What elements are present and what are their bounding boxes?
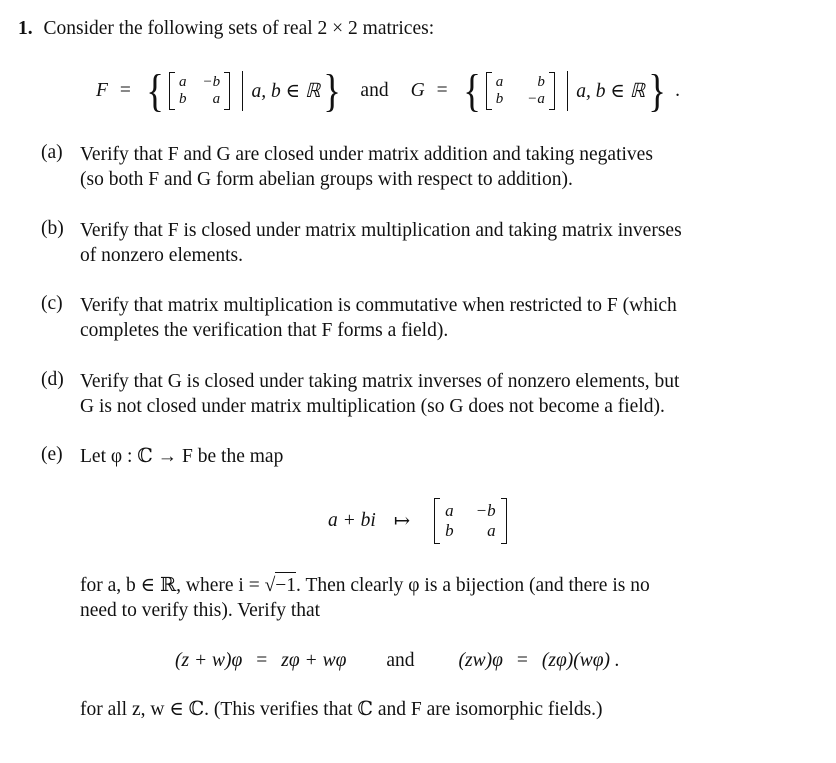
left-brace-g: { <box>462 65 481 116</box>
set-g-equals: = <box>436 80 448 101</box>
such-that-bar-g <box>567 71 568 111</box>
map-matrix <box>434 498 506 544</box>
matrix-f-grid <box>175 72 224 110</box>
map-arrow: ↦ <box>393 511 411 532</box>
matrix-f-entry: b <box>179 91 187 107</box>
part-c-text <box>80 293 677 343</box>
map-matrix-entry: −b <box>475 501 496 520</box>
matrix-f <box>169 72 230 110</box>
eq2-rhs: (zφ)(wφ) . <box>541 650 620 671</box>
set-f-name: F <box>96 80 108 101</box>
part-e-cont-post: . Then clearly φ is a bijection (and there is no <box>296 575 650 596</box>
part-b-line: of nonzero elements. <box>80 245 243 266</box>
such-that-bar-f <box>242 71 243 111</box>
part-a-text <box>80 142 653 192</box>
part-b-text <box>80 218 682 268</box>
matrix-f-entry: −b <box>202 74 221 90</box>
part-e-text <box>80 444 283 469</box>
part-c-line: Verify that matrix multiplication is commutative when restricted to F (which <box>80 295 677 316</box>
part-b-label: (b) <box>41 218 64 239</box>
problem-intro: Consider the following sets of real 2 × 2 matrices: <box>43 18 435 39</box>
matrix-g-entry: b <box>495 91 504 107</box>
map-lhs: a + bi <box>328 510 376 531</box>
left-brace-f: { <box>146 65 164 116</box>
right-brace-g: } <box>648 65 666 116</box>
map-matrix-entry: a <box>445 501 454 520</box>
closing-text: for all z, w ∈ ℂ. (This verifies that ℂ and F are isomorphic fields.) <box>80 699 603 720</box>
part-a-label: (a) <box>41 142 63 163</box>
eq2-equals: = <box>516 650 528 671</box>
matrix-g-entry: a <box>495 74 504 90</box>
part-b-line: Verify that F is closed under matrix multiplication and taking matrix inverses <box>80 220 682 241</box>
sqrt-sign: √ <box>264 575 276 596</box>
set-end-punct: . <box>675 80 681 101</box>
part-d-line: Verify that G is closed under taking matrix inverses of nonzero elements, but <box>80 371 680 392</box>
matrix-g-entry: b <box>537 74 545 90</box>
part-e-cont-line2: need to verify this). Verify that <box>80 600 321 621</box>
right-brace-f: } <box>323 65 342 116</box>
homomorphism-equations <box>175 647 620 675</box>
set-f-equals: = <box>119 80 131 101</box>
map-display <box>328 495 509 547</box>
eq2-lhs: (zw)φ <box>458 650 503 671</box>
part-e-line: Let φ : ℂ → F be the map <box>80 446 284 467</box>
map-matrix-entry: b <box>445 521 454 540</box>
map-matrix-grid <box>440 498 500 544</box>
part-d-line: G is not closed under matrix multiplication (so G does not become a field). <box>80 396 665 417</box>
set-g-condition: a, b ∈ ℝ <box>576 81 646 102</box>
matrix-g <box>486 72 555 110</box>
problem-header <box>18 18 434 40</box>
matrix-f-entry: a <box>212 91 221 107</box>
part-e-label: (e) <box>41 444 63 465</box>
sqrt-argument: −1 <box>275 572 296 598</box>
part-e-cont-pre: for a, b ∈ ℝ, where i = <box>80 575 265 596</box>
set-connector: and <box>360 80 389 101</box>
part-a-line: (so both F and G form abelian groups with respect to addition). <box>80 169 573 190</box>
part-c-line: completes the verification that F forms a field). <box>80 320 449 341</box>
map-matrix-entry: a <box>487 521 496 540</box>
matrix-g-entry: −a <box>527 91 545 107</box>
set-f-condition: a, b ∈ ℝ <box>251 81 321 102</box>
eq-connector: and <box>386 650 415 671</box>
part-c-label: (c) <box>41 293 63 314</box>
eq1-lhs: (z + w)φ <box>175 650 243 671</box>
part-d-label: (d) <box>41 369 64 390</box>
eq1-equals: = <box>256 650 268 671</box>
matrix-f-entry: a <box>179 74 187 90</box>
part-e-continuation <box>80 572 650 623</box>
problem-number: 1. <box>18 18 33 39</box>
set-definitions <box>96 67 680 115</box>
part-a-line: Verify that F and G are closed under matrix addition and taking negatives <box>80 144 653 165</box>
part-d-text <box>80 369 679 419</box>
part-e-cont-line1 <box>80 572 650 598</box>
set-g-name: G <box>410 80 425 101</box>
matrix-g-grid <box>492 72 549 110</box>
eq1-rhs: zφ + wφ <box>281 650 347 671</box>
